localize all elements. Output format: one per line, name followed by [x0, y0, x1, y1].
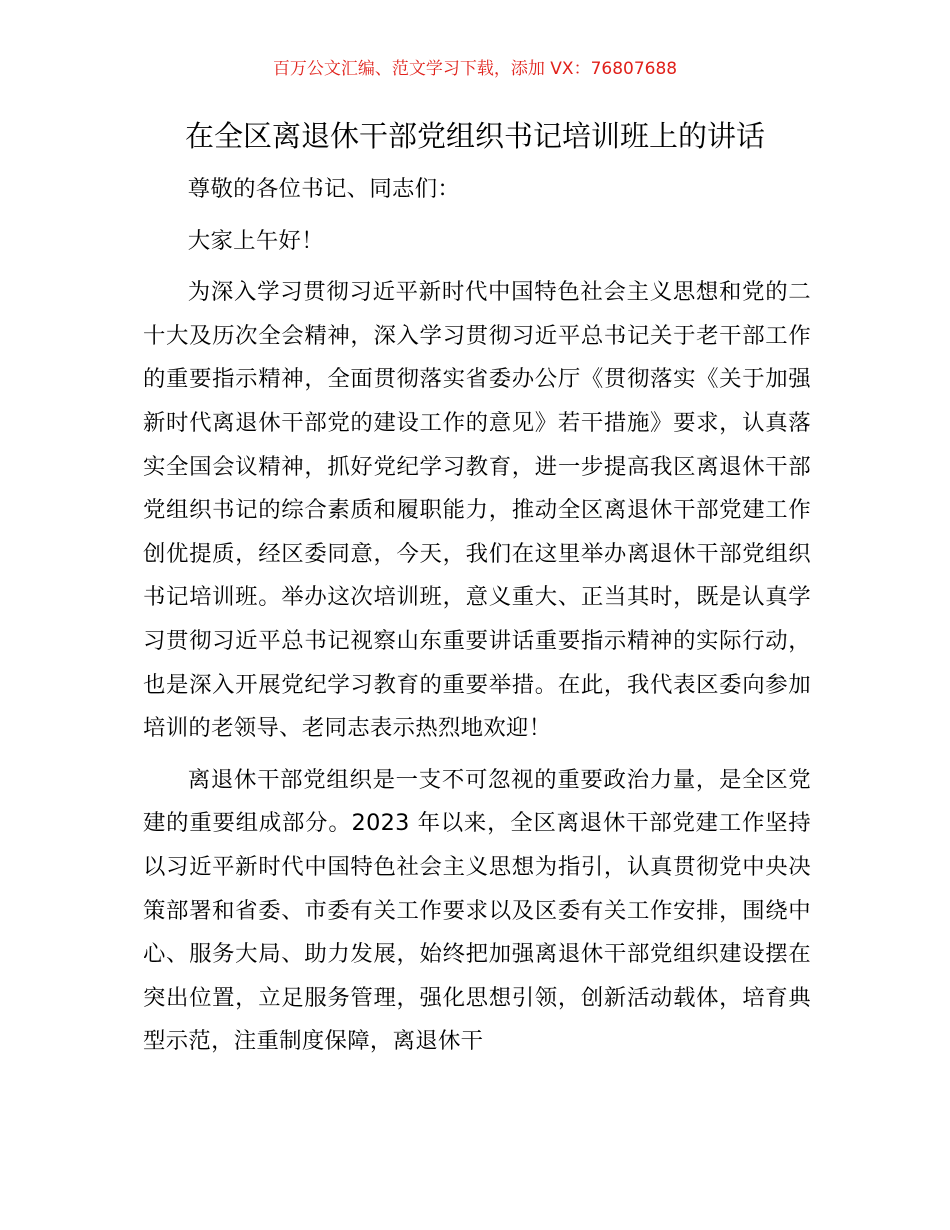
document-title: 在全区离退休干部党组织书记培训班上的讲话 — [184, 119, 765, 153]
salutation: 尊敬的各位书记、同志们： — [187, 176, 461, 202]
paragraph-1: 为深入学习贯彻习近平新时代中国特色社会主义思想和党的二十大及历次全会精神，深入学习贯彻习近平总书记关于老干部工作的重要指示精神，全面贯彻落实省委办公厅《贯彻落实《关于加强新时代离退休干部党的建设工作的意见》若干措施》要求，认真落实全国会议精神，抓好党纪学习教育，进一步提高我区离退休干部党组织书记的综合素质和履职能力，推动全区离退休干部党建工作创优提质，经区委同意，今天，我们在这里举办离退休干部党组织书记培训班。举办这次培训班，意义重大、正当其时，既是认真学习贯彻习近平总书记视察山东重要讲话重要指示精神的实际行动，也是深入开展党纪学习教育的重要举措。在此，我代表区委向参加培训的老领导、老同志表示热烈地欢迎！ — [143, 279, 811, 742]
greeting: 大家上午好！ — [187, 227, 324, 254]
document-body — [143, 168, 811, 1072]
header-watermark: 百万公文汇编、范文学习下载，添加 VX：76807688 — [272, 59, 678, 79]
paragraph-2: 离退休干部党组织是一支不可忽视的重要政治力量，是全区党建的重要组成部分。2023 年以来，全区离退休干部党建工作坚持以习近平新时代中国特色社会主义思想为指引，认真贯彻党中央决策部署和省委、市委有关工作要求以及区委有关工作安排，围绕中心、服务大局、助力发展，始终把加强离退休干部党组织建设摆在突出位置，立足服务管理，强化思想引领，创新活动载体，培育典型示范，注重制度保障，离退休干 — [143, 766, 811, 1055]
